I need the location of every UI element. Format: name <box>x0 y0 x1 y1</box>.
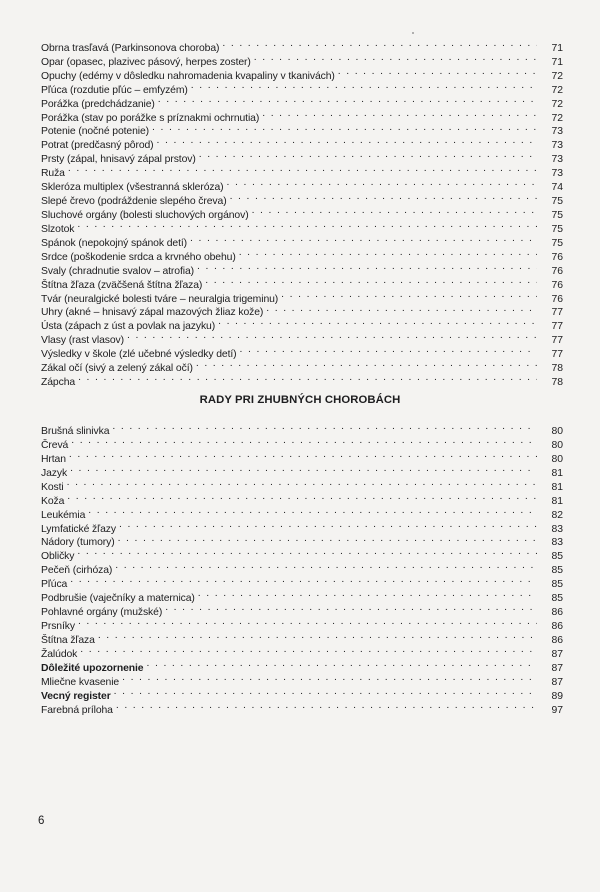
toc-entry-page: 76 <box>551 293 563 305</box>
toc-entry-title: Potenie (nočné potenie) <box>41 126 150 138</box>
page-number: 6 <box>38 815 45 827</box>
toc-entry-page: 72 <box>551 70 563 82</box>
toc-entry-title: Žalúdok <box>41 648 78 660</box>
dot-leader <box>69 448 537 462</box>
toc-entry-title: Opar (opasec, plazivec pásový, herpes zoster) <box>41 56 251 68</box>
toc-entry <box>41 657 563 674</box>
toc-entry-page: 86 <box>551 607 563 619</box>
toc-entry-title: Vlasy (rast vlasov) <box>41 335 124 347</box>
dot-leader <box>77 218 537 232</box>
dot-leader <box>230 190 537 204</box>
toc-entry-title: Porážka (predchádzanie) <box>41 98 155 110</box>
toc-entry <box>41 587 563 605</box>
dot-leader <box>266 302 537 316</box>
dot-leader <box>122 671 537 685</box>
toc-entry-title: Potrat (predčasný pôrod) <box>41 140 154 152</box>
dot-leader <box>116 699 537 713</box>
toc-entry <box>41 643 563 660</box>
toc-entry-title: Leukémia <box>41 509 86 521</box>
dot-leader <box>198 587 537 601</box>
toc-entry-page: 77 <box>551 335 563 347</box>
toc-entry <box>41 685 563 702</box>
toc-entry <box>41 490 563 507</box>
toc-entry <box>41 699 563 716</box>
dot-leader <box>165 601 537 615</box>
dot-leader <box>197 260 537 274</box>
dot-leader <box>157 134 537 148</box>
paper-speck <box>412 32 414 34</box>
dot-leader <box>222 37 537 51</box>
toc-entry <box>41 545 563 563</box>
toc-entry-page: 78 <box>551 363 563 375</box>
toc-entry-page: 85 <box>551 565 563 577</box>
toc-entry-page: 85 <box>551 551 563 563</box>
toc-entry-page: 80 <box>551 453 563 465</box>
toc-list-bottom <box>41 420 563 716</box>
toc-entry-page: 75 <box>551 209 563 221</box>
toc-entry <box>41 176 563 194</box>
toc-entry-title: Slepé črevo (podráždenie slepého čreva) <box>41 196 227 208</box>
toc-entry-page: 71 <box>551 56 563 68</box>
toc-entry-title: Brušná slinivka <box>41 425 110 437</box>
toc-entry-title: Hrtan <box>41 453 66 465</box>
toc-entry-page: 77 <box>551 349 563 361</box>
toc-entry-title: Pľúca (rozdutie pľúc – emfyzém) <box>41 84 188 96</box>
dot-leader <box>67 490 537 504</box>
toc-entry <box>41 232 563 249</box>
dot-leader <box>114 685 537 699</box>
toc-entry-page: 86 <box>551 635 563 646</box>
toc-entry-page: 87 <box>551 662 563 674</box>
dot-leader <box>205 274 537 288</box>
toc-entry-title: Sluchové orgány (bolesti sluchových orgánov) <box>41 209 249 221</box>
dot-leader <box>281 288 537 302</box>
toc-entry <box>41 573 563 591</box>
toc-entry-title: Pohlavné orgány (mužské) <box>41 607 163 619</box>
toc-entry <box>41 559 563 577</box>
toc-entry <box>41 37 563 54</box>
toc-entry-page: 75 <box>551 237 563 249</box>
toc-entry-title: Farebná príloha <box>41 704 113 716</box>
toc-entry-page: 77 <box>551 307 563 319</box>
toc-entry-title: Prsty (zápal, hnisavý zápal prstov) <box>41 154 196 166</box>
toc-entry-page: 76 <box>551 279 563 291</box>
toc-entry-page: 80 <box>551 439 563 451</box>
dot-leader <box>240 343 537 357</box>
dot-leader <box>338 65 537 79</box>
toc-entry-page: 77 <box>551 321 563 333</box>
toc-entry-page: 83 <box>551 523 563 535</box>
toc-entry-title: Porážka (stav po porážke s príznakmi ochrnutia) <box>41 112 260 124</box>
toc-entry-title: Obrna trasľavá (Parkinsonova choroba) <box>41 42 220 54</box>
dot-leader <box>147 657 538 671</box>
dot-leader <box>98 629 537 643</box>
toc-entry <box>41 434 563 451</box>
dot-leader <box>78 371 537 385</box>
toc-entry-page: 82 <box>551 509 563 521</box>
dot-leader <box>70 462 537 476</box>
toc-entry-title: Skleróza multiplex (všestranná skleróza) <box>41 182 224 194</box>
toc-entry-page: 97 <box>551 704 563 716</box>
toc-entry-title: Vecný register <box>41 690 111 702</box>
toc-entry-page: 72 <box>551 84 563 96</box>
toc-entry-title: Zápcha <box>41 377 76 389</box>
dot-leader <box>252 204 537 218</box>
toc-entry-title: Dôležité upozornenie <box>41 662 144 674</box>
toc-entry-title: Podbrušie (vaječníky a maternica) <box>41 593 195 605</box>
toc-entry-page: 71 <box>551 42 563 54</box>
toc-entry-title: Črevá <box>41 439 69 451</box>
toc-entry <box>41 504 563 521</box>
toc-entry-page: 76 <box>551 251 563 263</box>
toc-entry-page: 89 <box>551 690 563 702</box>
dot-leader <box>239 246 537 260</box>
dot-leader <box>227 176 537 190</box>
dot-leader <box>80 643 537 657</box>
toc-entry-page: 81 <box>551 481 563 493</box>
dot-leader <box>191 79 537 93</box>
toc-entry-title: Zákal očí (sivý a zelený zákal očí) <box>41 363 193 375</box>
toc-entry-page: 73 <box>551 168 563 180</box>
toc-entry-page: 85 <box>551 593 563 605</box>
toc-entry-page: 81 <box>551 467 563 479</box>
dot-leader <box>112 420 537 434</box>
toc-entry <box>41 462 563 479</box>
dot-leader <box>190 232 537 246</box>
dot-leader <box>127 329 537 343</box>
toc-entry-title: Koža <box>41 495 65 507</box>
toc-entry-title: Slzotok <box>41 223 75 235</box>
toc-entry-page: 75 <box>551 196 563 208</box>
toc-entry-title: Štítna žľaza <box>41 635 95 646</box>
toc-entry-title: Výsledky v škole (zlé učebné výsledky detí) <box>41 349 237 361</box>
toc-entry-page: 85 <box>551 579 563 591</box>
toc-entry-title: Lymfatické žľazy <box>41 523 116 535</box>
toc-entry-title: Opuchy (edémy v dôsledku nahromadenia kvapaliny v tkanivách) <box>41 70 335 82</box>
toc-entry <box>41 615 563 633</box>
toc-entry <box>41 476 563 493</box>
toc-entry-page: 87 <box>551 676 563 688</box>
dot-leader <box>70 573 537 587</box>
toc-entry <box>41 532 563 549</box>
dot-leader <box>71 434 537 448</box>
dot-leader <box>118 532 537 546</box>
toc-entry-title: Ústa (zápach z úst a povlak na jazyku) <box>41 321 216 333</box>
toc-entry-title: Obličky <box>41 551 75 563</box>
toc-entry-page: 74 <box>551 182 563 194</box>
dot-leader <box>196 357 537 371</box>
toc-entry <box>41 448 563 465</box>
toc-entry-page: 87 <box>551 648 563 660</box>
toc-entry-page: 76 <box>551 265 563 277</box>
toc-entry-page: 83 <box>551 537 563 549</box>
toc-entry-page: 73 <box>551 154 563 166</box>
toc-entry <box>41 162 563 180</box>
toc-entry-title: Spánok (nepokojný spánok detí) <box>41 237 188 249</box>
toc-entry-page: 86 <box>551 621 563 633</box>
dot-leader <box>77 545 537 559</box>
dot-leader <box>67 476 537 490</box>
toc-entry <box>41 218 563 235</box>
dot-leader <box>158 93 537 107</box>
toc-list-top <box>41 37 563 389</box>
toc-entry-title: Tvár (neuralgické bolesti tváre – neuralgia trigeminu) <box>41 293 279 305</box>
dot-leader <box>262 107 537 121</box>
toc-entry-page: 78 <box>551 377 563 389</box>
toc-entry-page: 81 <box>551 495 563 507</box>
toc-entry-title: Jazyk <box>41 467 68 479</box>
toc-entry-page: 72 <box>551 98 563 110</box>
toc-entry-title: Ruža <box>41 168 65 180</box>
toc-entry-title: Štítna žľaza (zväčšená štítna žľaza) <box>41 279 203 291</box>
toc-entry-title: Prsníky <box>41 621 75 633</box>
dot-leader <box>152 121 537 135</box>
toc-entry-title: Mliečne kvasenie <box>41 676 120 688</box>
toc-entry-page: 72 <box>551 112 563 124</box>
dot-leader <box>88 504 537 518</box>
toc-entry <box>41 518 563 535</box>
section-heading: RADY PRI ZHUBNÝCH CHOROBÁCH <box>199 394 401 406</box>
dot-leader <box>199 148 537 162</box>
toc-entry-title: Kosti <box>41 481 64 493</box>
dot-leader <box>78 615 537 629</box>
toc-entry-page: 73 <box>551 140 563 152</box>
toc-entry-title: Svaly (chradnutie svalov – atrofia) <box>41 265 195 277</box>
toc-entry <box>41 629 563 646</box>
dot-leader <box>218 315 537 329</box>
toc-entry <box>41 420 563 437</box>
toc-entry-title: Uhry (akné – hnisavý zápal mazových žliaz kože) <box>41 307 264 319</box>
toc-entry-title: Srdce (poškodenie srdca a krvného obehu) <box>41 251 236 263</box>
toc-entry-title: Nádory (tumory) <box>41 537 115 549</box>
dot-leader <box>115 559 537 573</box>
dot-leader <box>119 518 537 532</box>
toc-entry-title: Pľúca <box>41 579 68 591</box>
toc-entry <box>41 371 563 389</box>
toc-entry-page: 75 <box>551 223 563 235</box>
dot-leader <box>68 162 537 176</box>
toc-entry-page: 80 <box>551 425 563 437</box>
toc-entry-page: 73 <box>551 126 563 138</box>
dot-leader <box>254 51 537 65</box>
toc-entry-title: Pečeň (cirhóza) <box>41 565 113 577</box>
